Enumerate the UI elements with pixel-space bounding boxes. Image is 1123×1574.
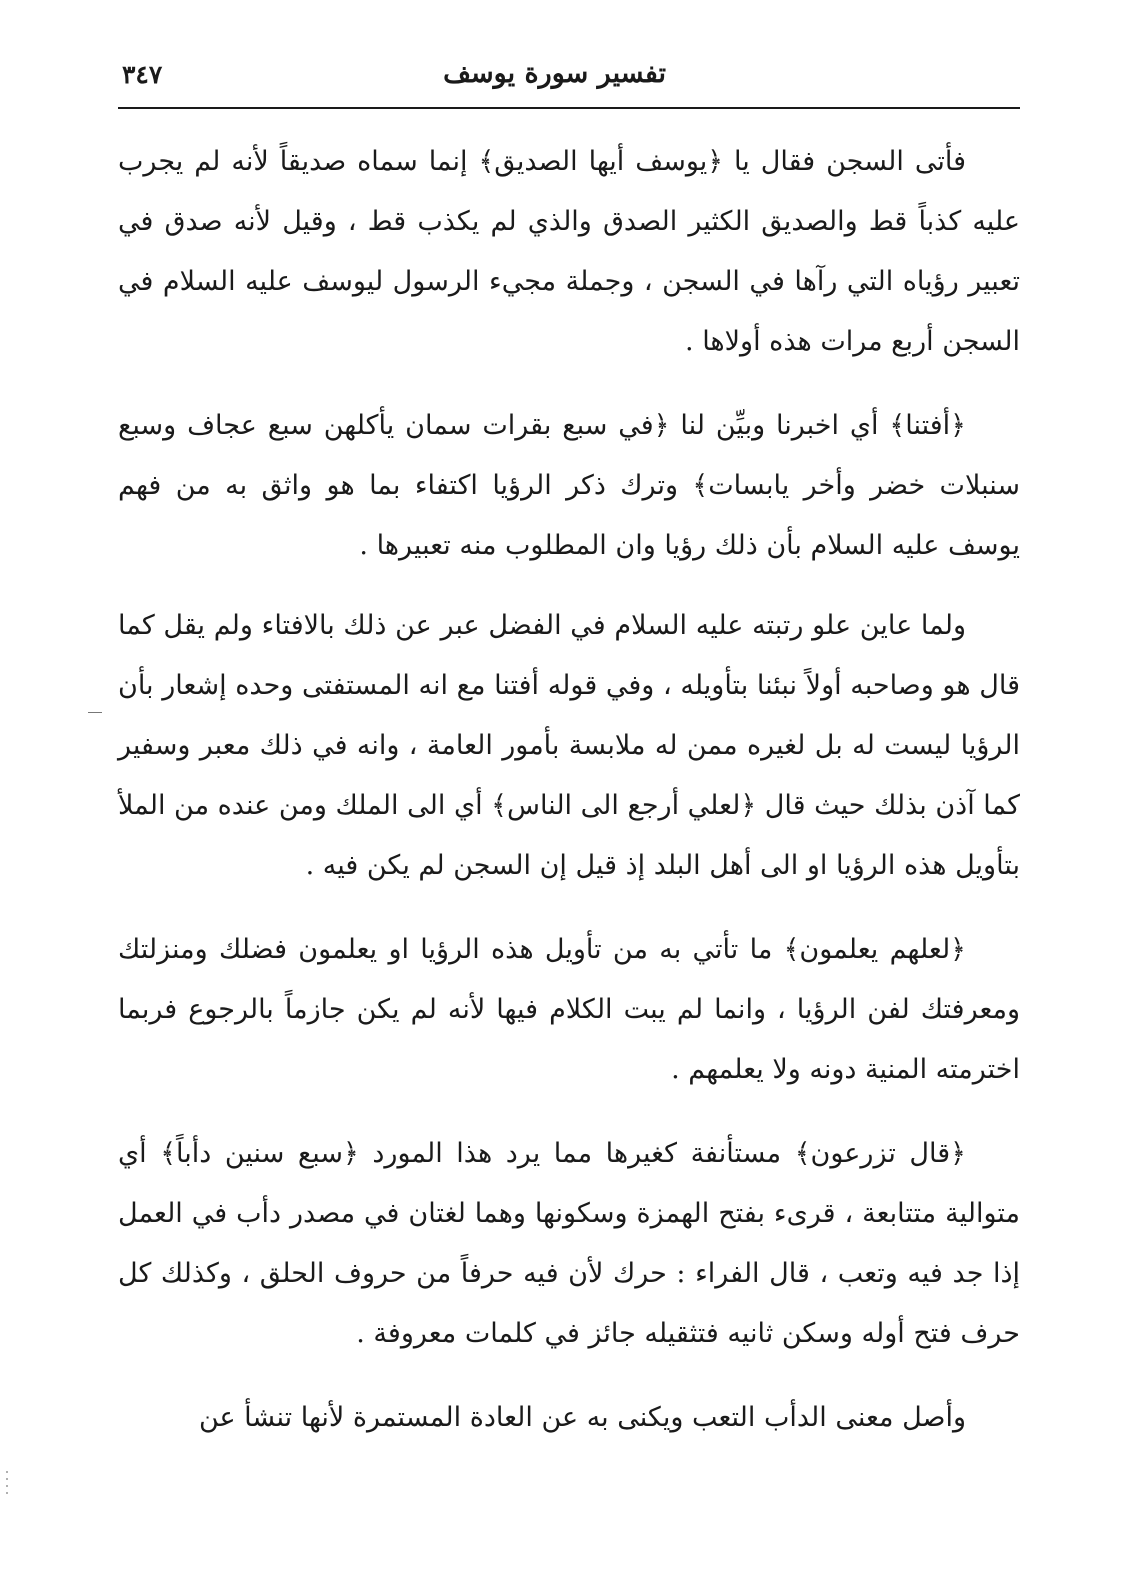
paragraph-6: وأصل معنى الدأب التعب ويكنى به عن العادة المستمرة لأنها تنشأ عن [198,1402,966,1433]
paragraph-5: ﴿قال تزرعون﴾ مستأنفة كغيرها مما يرد هذا المورد ﴿سبع سنين دأباً﴾ أي متوالية متتابعة ، قرىء بفتح الهمزة وسكونها وهما لغتان في مصدر دأب في العمل إذا جد فيه وتعب ، قال الفراء : حرك لأن فيه حرفاً من حروف الحلق ، وكذلك كل حرف فتح أوله وسكن ثانيه فتثقيله جائز في كلمات معروفة . [118,1138,1020,1349]
margin-mark [88,712,102,713]
page-title: تفسير سورة يوسف [443,58,666,89]
paragraph-1: فأتى السجن فقال يا ﴿يوسف أيها الصديق﴾ إنما سماه صديقاً لأنه لم يجرب عليه كذباً قط والصديق الكثير الصدق والذي لم يكذب قط ، وقيل لأنه صدق في تعبير رؤياه التي رآها في السجن ، وجملة مجيء الرسول ليوسف عليه السلام في السجن أربع مرات هذه أولاها . [118,146,1020,357]
paragraph-3: ولما عاين علو رتبته عليه السلام في الفضل عبر عن ذلك بالافتاء ولم يقل كما قال هو وصاحبه أولاً نبئنا بتأويله ، وفي قوله أفتنا مع انه المستفتى وحده إشعار بأن الرؤيا ليست له بل لغيره ممن له ملابسة بأمور العامة ، وانه في ذلك معبر وسفير كما آذن بذلك حيث قال ﴿لعلي أرجع الى الناس﴾ أي الى الملك ومن عنده من الملأ بتأويل هذه الرؤيا او الى أهل البلد إذ قيل إن السجن لم يكن فيه . [118,610,1020,881]
paragraph-4: ﴿لعلهم يعلمون﴾ ما تأتي به من تأويل هذه الرؤيا او يعلمون فضلك ومنزلتك ومعرفتك لفن الرؤيا ، وانما لم يبت الكلام فيها لأنه لم يكن جازماً بالرجوع فربما اخترمته المنية دونه ولا يعلمهم . [118,934,1020,1085]
header-rule [118,107,1020,109]
page-header [118,56,1018,106]
page-number: ٣٤٧ [122,60,163,89]
scan-margin-dots [2,1466,14,1506]
body-text [118,132,1020,1448]
paragraph-2: ﴿أفتنا﴾ أي اخبرنا وبيِّن لنا ﴿في سبع بقرات سمان يأكلهن سبع عجاف وسبع سنبلات خضر وأخر يابسات﴾ وترك ذكر الرؤيا اكتفاء بما هو واثق به من فهم يوسف عليه السلام بأن ذلك رؤيا وان المطلوب منه تعبيرها . [118,410,1020,561]
